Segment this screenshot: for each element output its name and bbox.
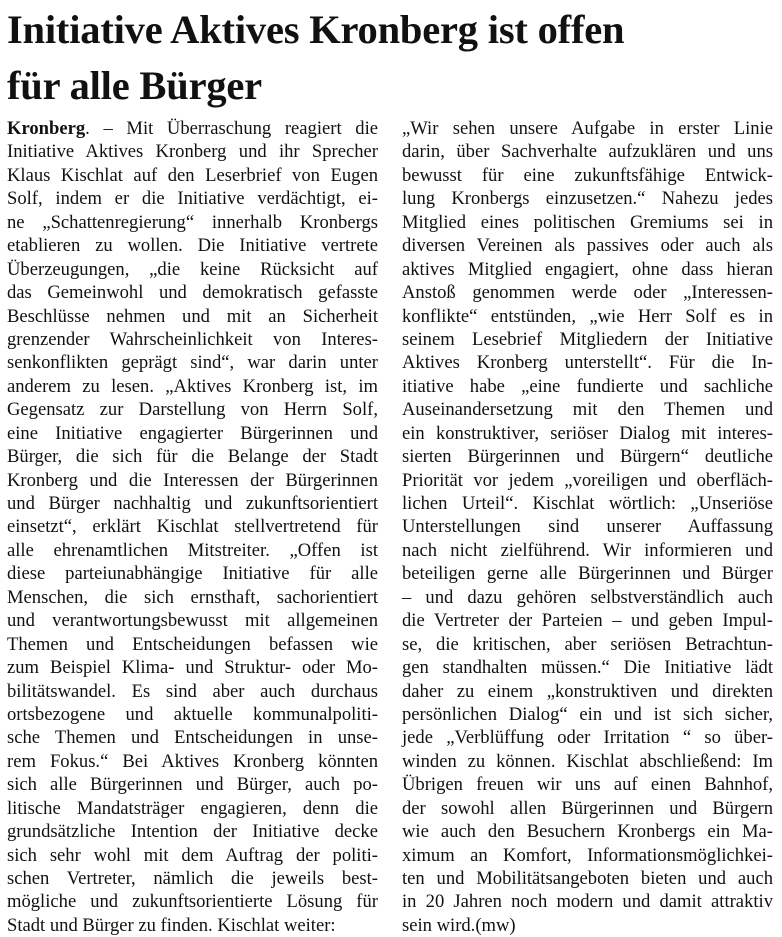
dateline: Kronberg bbox=[7, 118, 86, 139]
article-text-line: zum Beispiel Klima- und Struktur- oder Mo- bbox=[7, 657, 378, 679]
article-text-line: Aktives Kronberg unterstellt“. Für die In- bbox=[402, 352, 773, 374]
article-text-line: Mitglied eines politischen Gremiums sei in bbox=[402, 211, 773, 233]
article-text-line: darin, über Sachverhalte aufzuklären und uns bbox=[402, 141, 773, 163]
article-text-line: Kronberg und die Interessen der Bürgerinnen bbox=[7, 469, 378, 491]
article-text-line: das Gemeinwohl und demokratisch gefasste bbox=[7, 282, 378, 304]
article-text-line: mögliche und zukunftsorientierte Lösung für bbox=[7, 891, 378, 913]
article-text-line: ein konstruktiver, seriöser Dialog mit interes- bbox=[402, 422, 773, 444]
headline-line: Initiative Aktives Kronberg ist offen bbox=[7, 7, 625, 52]
article-text-line: Solf, indem er die Initiative verdächtigt, ei- bbox=[7, 188, 378, 210]
article-text-line: Themen und Entscheidungen befassen wie bbox=[7, 633, 378, 655]
article-text-line: und verantwortungsbewusst mit allgemeinen bbox=[7, 610, 378, 632]
article-text-line: Auseinandersetzung mit den Themen und bbox=[402, 399, 773, 421]
article-text-line: Unterstellungen sind unserer Auffassung bbox=[402, 516, 773, 538]
article-text-line: sich alle Bürgerinnen und Bürger, auch po- bbox=[7, 774, 378, 796]
article-column-left bbox=[7, 117, 378, 937]
article-text-line: Klaus Kischlat auf den Leserbrief von Eugen bbox=[7, 164, 378, 186]
article-text-line: bilitätswandel. Es sind aber auch durchaus bbox=[7, 680, 378, 702]
article-text-line: ten und Mobilitätsangeboten bieten und auch bbox=[402, 868, 773, 889]
article-text-line: und Bürger nachhaltig und zukunftsorientiert bbox=[7, 493, 378, 514]
article-text-line: Priorität vor jedem „voreiligen und oberfläch- bbox=[402, 469, 773, 491]
article-text-line: etablieren zu wollen. Die Initiative vertrete bbox=[7, 235, 378, 257]
article-text-line: litische Mandatsträger engagieren, denn die bbox=[7, 797, 378, 819]
article-text-line: wie auch den Besuchern Kronbergs ein Ma- bbox=[402, 821, 773, 843]
article-text-line: diese parteiunabhängige Initiative für alle bbox=[7, 563, 378, 585]
article-text-line: lung Kronbergs einzusetzen.“ Nahezu jedes bbox=[402, 188, 773, 210]
article-text-line: daher zu einem „konstruktiven und direkten bbox=[402, 680, 773, 702]
article-text-line: lichen Urteil“. Kischlat wörtlich: „Unseriöse bbox=[402, 493, 773, 514]
article-text-line: eine Initiative engagierter Bürgerinnen und bbox=[7, 422, 378, 444]
article-text-line: Gegensatz zur Darstellung von Herrn Solf, bbox=[7, 399, 378, 421]
article-text-line: – und dazu gehören selbstverständlich auch bbox=[402, 586, 773, 608]
article-text-line: ne „Schattenregierung“ innerhalb Kronbergs bbox=[7, 211, 378, 233]
article-text-line: se, die kritischen, aber seriösen Betrachtun- bbox=[402, 633, 773, 655]
article-text-line: schen Vertreter, nämlich die jeweils best- bbox=[7, 868, 378, 889]
article-text-line: grundsätzliche Intention der Initiative decke bbox=[7, 821, 378, 843]
article-text-line: sierten Bürgerinnen und Bürgern“ deutliche bbox=[402, 446, 773, 468]
article-text-line: alle ehrenamtlichen Mitstreiter. „Offen ist bbox=[7, 539, 378, 561]
article-text-line: Bürger, die sich für die Belange der Stadt bbox=[7, 446, 378, 468]
article-text-line: Stadt und Bürger zu finden. Kischlat weiter: bbox=[7, 914, 336, 936]
article-text-line: persönlichen Dialog“ ein und ist sich sicher, bbox=[402, 703, 773, 725]
article-text-line: senkonflikten geprägt sind“, war darin unter bbox=[7, 352, 378, 374]
article-text-line: diversen Vereinen als passives oder auch als bbox=[402, 235, 773, 257]
article-text-line: „Wir sehen unsere Aufgabe in erster Linie bbox=[402, 118, 773, 139]
article-text-line: die Vertreter der Parteien – und geben Impul- bbox=[402, 610, 773, 632]
article-text-line: Initiative Aktives Kronberg und ihr Sprecher bbox=[7, 141, 378, 163]
article-text-line: der sowohl allen Bürgerinnen und Bürgern bbox=[402, 797, 773, 819]
article-text-line: ximum an Komfort, Informationsmöglichkei- bbox=[402, 844, 773, 866]
article-text-line: sche Themen und Entscheidungen in unse- bbox=[7, 727, 378, 749]
article-text-line: Übrigen freuen wir uns auf einen Bahnhof, bbox=[402, 774, 773, 796]
article-column-right bbox=[402, 117, 773, 937]
article-text-line: seinem Lesebrief Mitgliedern der Initiative bbox=[402, 328, 773, 350]
article-text-line: ortsbezogene und aktuelle kommunalpoliti- bbox=[7, 703, 378, 725]
article-text-line: bewusst für eine zukunftsfähige Entwick- bbox=[402, 164, 773, 186]
article-text-line: anderem zu lesen. „Aktives Kronberg ist, im bbox=[7, 375, 378, 397]
article-text-line: Überzeugungen, „die keine Rücksicht auf bbox=[7, 258, 378, 280]
article-text-line: einsetzt“, erklärt Kischlat stellvertretend für bbox=[7, 516, 378, 538]
article-text-line: konflikte“ entstünden, „wie Herr Solf es in bbox=[402, 305, 773, 327]
article-text-line: Menschen, die sich ernsthaft, sachorientiert bbox=[7, 586, 378, 608]
article-text-line: sich sehr wohl mit dem Auftrag der politi- bbox=[7, 844, 378, 866]
article-text-fragment: . – Mit Überraschung reagiert die bbox=[85, 118, 378, 139]
article-text-line: in 20 Jahren noch modern und damit attraktiv bbox=[402, 891, 773, 913]
article-text-line: aktives Mitglied engagiert, ohne dass hieran bbox=[402, 258, 773, 280]
article-text-line: winden zu können. Kischlat abschließend: Im bbox=[402, 750, 773, 772]
article-text-line: jede „Verblüffung oder Irritation “ so über- bbox=[402, 727, 773, 749]
article-headline bbox=[7, 2, 779, 114]
article-text-line bbox=[7, 117, 378, 140]
article-text-line: rem Fokus.“ Bei Aktives Kronberg könnten bbox=[7, 750, 378, 772]
article-text-line: gen standhalten müssen.“ Die Initiative lädt bbox=[402, 657, 773, 679]
article-text-line: Beschlüsse nehmen und mit an Sicherheit bbox=[7, 305, 378, 327]
article-text-line: sein wird.(mw) bbox=[402, 914, 516, 936]
article-text-line: Anstoß genommen werde oder „Interessen- bbox=[402, 282, 773, 304]
headline-line: für alle Bürger bbox=[7, 63, 262, 108]
article-text-line: itiative habe „eine fundierte und sachliche bbox=[402, 375, 773, 397]
article-text-line: nach nicht zielführend. Wir informieren und bbox=[402, 539, 773, 561]
article-text-line: grenzender Wahrscheinlichkeit von Interes- bbox=[7, 328, 378, 350]
article-text-line: beteiligen gerne alle Bürgerinnen und Bürger bbox=[402, 563, 773, 585]
